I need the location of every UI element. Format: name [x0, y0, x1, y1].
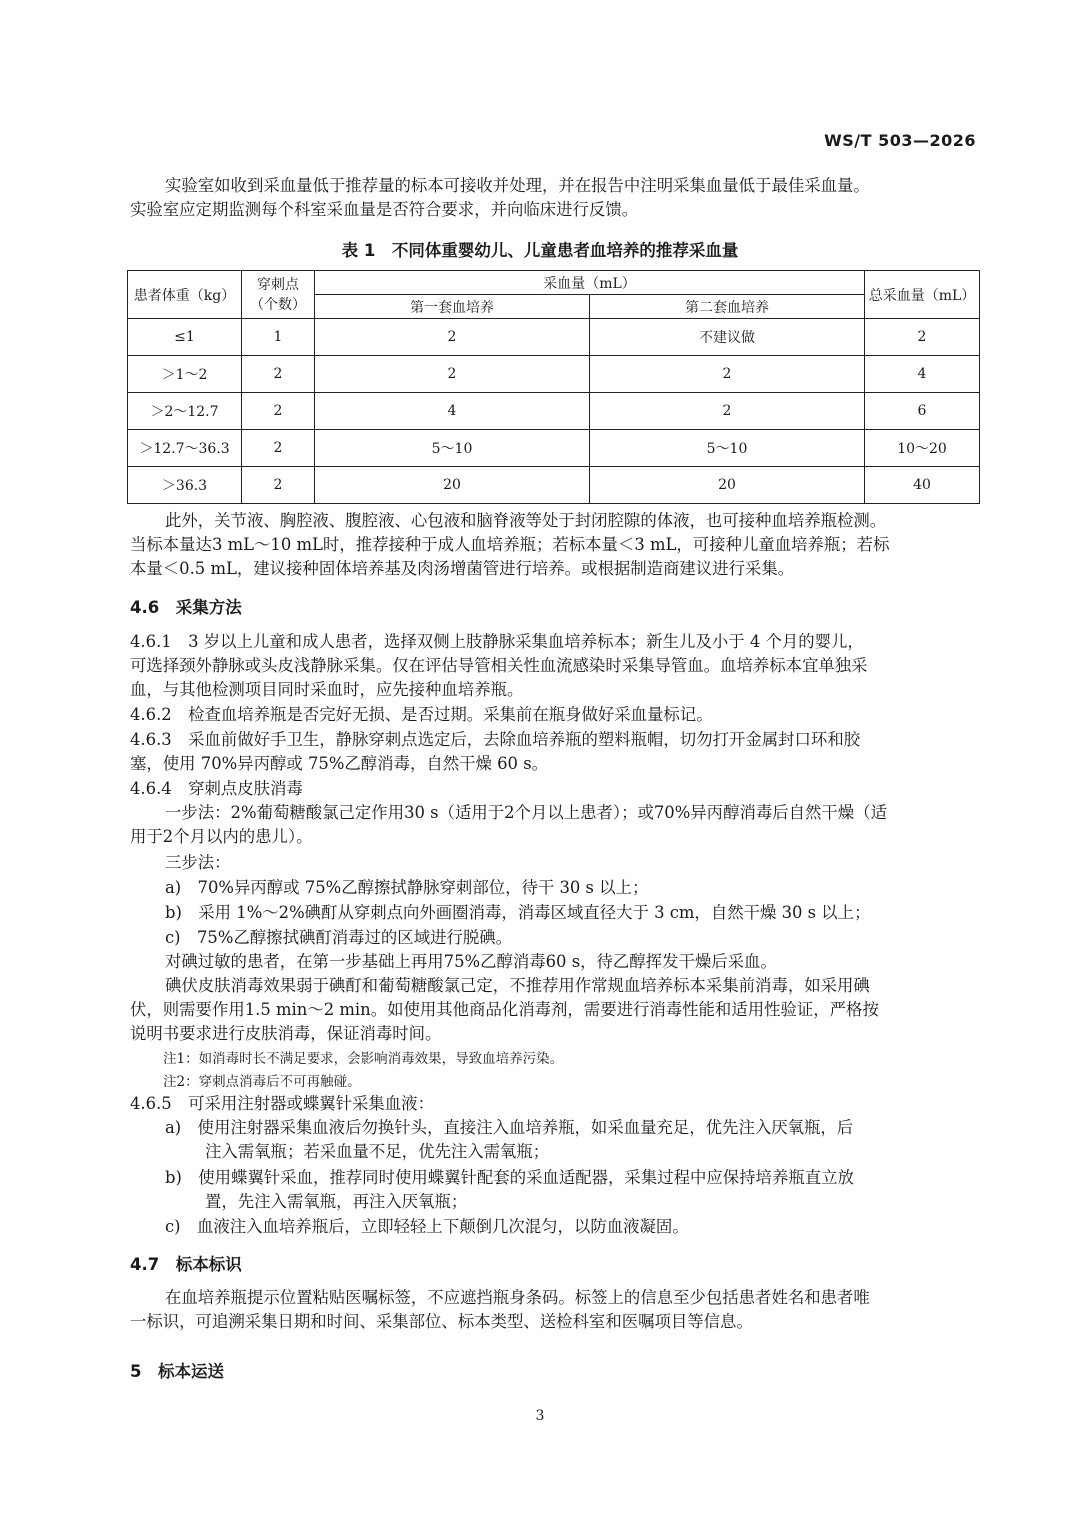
three-step-c: c) 75%乙醇擦拭碘酊消毒过的区域进行脱碘。	[165, 928, 513, 947]
one-step-line-2: 用于2个月以内的患儿）。	[130, 827, 313, 846]
cell-set1: 5～10	[315, 430, 590, 467]
header-weight: 患者体重（kg）	[128, 271, 242, 319]
table-row	[128, 356, 980, 393]
header-volume: 采血量（mL）	[315, 271, 865, 295]
cell-set2: 不建议做	[590, 319, 865, 356]
cell-set1: 2	[315, 319, 590, 356]
cell-total: 2	[865, 319, 980, 356]
clause-4-6-5-a-line-2: 注入需氧瓶；若采血量不足，优先注入需氧瓶；	[205, 1142, 550, 1161]
clause-4-6-4-title: 4.6.4 穿刺点皮肤消毒	[130, 779, 303, 798]
cell-set1: 2	[315, 356, 590, 393]
clause-4-6-1-line-3: 血，与其他检测项目同时采血时，应先接种血培养瓶。	[130, 680, 524, 699]
cell-set2: 5～10	[590, 430, 865, 467]
table-row	[128, 467, 980, 504]
cell-points: 1	[242, 319, 315, 356]
three-step-b: b) 采用 1%～2%碘酊从穿刺点向外画圈消毒，消毒区域直径大于 3 cm，自然干燥 30 s 以上；	[165, 903, 871, 922]
clause-4-6-3-line-2: 塞，使用 70%异丙醇或 75%乙醇消毒，自然干燥 60 s。	[130, 754, 548, 773]
standard-number: WS/T 503—2026	[824, 131, 976, 150]
cell-total: 4	[865, 356, 980, 393]
cell-set2: 20	[590, 467, 865, 504]
iodophor-line-3: 说明书要求进行皮肤消毒，保证消毒时间。	[130, 1024, 442, 1043]
clause-4-6-1-line-2: 可选择颈外静脉或头皮浅静脉采集。仅在评估导管相关性血流感染时采集导管血。血培养标本宜单独采	[130, 656, 868, 675]
header-set2: 第二套血培养	[590, 295, 865, 319]
iodine-allergy: 对碘过敏的患者，在第一步基础上再用75%乙醇消毒60 s，待乙醇挥发干燥后采血。	[165, 952, 777, 971]
section-title-5: 5 标本运送	[130, 1362, 224, 1381]
labeling-line-1: 在血培养瓶提示位置粘贴医嘱标签，不应遮挡瓶身条码。标签上的信息至少包括患者姓名和患者唯	[165, 1288, 870, 1307]
clause-4-6-2: 4.6.2 检查血培养瓶是否完好无损、是否过期。采集前在瓶身做好采血量标记。	[130, 705, 713, 724]
cell-total: 10～20	[865, 430, 980, 467]
cell-set2: 2	[590, 356, 865, 393]
clause-4-6-5-b-line-2: 置，先注入需氧瓶，再注入厌氧瓶；	[205, 1192, 468, 1211]
clause-4-6-5-title: 4.6.5 可采用注射器或蝶翼针采集血液：	[130, 1094, 434, 1113]
cell-weight: ＞2～12.7	[128, 393, 242, 430]
table-caption: 表 1 不同体重婴幼儿、儿童患者血培养的推荐采血量	[341, 241, 739, 260]
table-header-row-1	[128, 271, 980, 295]
cell-total: 40	[865, 467, 980, 504]
iodophor-line-2: 伏，则需要作用1.5 min～2 min。如使用其他商品化消毒剂，需要进行消毒性能和适用性验证，严格按	[130, 1000, 879, 1019]
intro-line-1: 实验室如收到采血量低于推荐量的标本可接收并处理，并在报告中注明采集血量低于最佳采血量。	[165, 176, 870, 195]
iodophor-line-1: 碘伏皮肤消毒效果弱于碘酊和葡萄糖酸氯己定，不推荐用作常规血培养标本采集前消毒，如采用碘	[165, 976, 870, 995]
clause-4-6-5-b-line-1: b) 使用蝶翼针采血，推荐同时使用蝶翼针配套的采血适配器，采集过程中应保持培养瓶直立放	[165, 1168, 854, 1187]
table-row	[128, 319, 980, 356]
cell-total: 6	[865, 393, 980, 430]
cell-set2: 2	[590, 393, 865, 430]
section-title-4-6: 4.6 采集方法	[130, 598, 242, 617]
fluid-line-3: 本量＜0.5 mL，建议接种固体培养基及肉汤增菌管进行培养。或根据制造商建议进行采集。	[130, 559, 795, 578]
clause-4-6-5-a-line-1: a) 使用注射器采集血液后勿换针头，直接注入血培养瓶，如采血量充足，优先注入厌氧瓶，后	[165, 1118, 854, 1137]
one-step-line-1: 一步法：2%葡萄糖酸氯己定作用30 s（适用于2个月以上患者）；或70%异丙醇消毒后自然干燥（适	[165, 803, 887, 822]
clause-4-6-3-line-1: 4.6.3 采血前做好手卫生，静脉穿刺点选定后，去除血培养瓶的塑料瓶帽，切勿打开金属封口环和胶	[130, 730, 861, 749]
header-puncture-line-1: 穿刺点	[257, 276, 299, 293]
cell-points: 2	[242, 393, 315, 430]
header-set1: 第一套血培养	[315, 295, 590, 319]
header-puncture-points	[242, 271, 315, 319]
header-total: 总采血量（mL）	[865, 271, 980, 319]
cell-weight: ≤1	[128, 319, 242, 356]
section-title-4-7: 4.7 标本标识	[130, 1255, 242, 1274]
page-number: 3	[535, 1408, 545, 1424]
cell-weight: ＞12.7～36.3	[128, 430, 242, 467]
intro-line-2: 实验室应定期监测每个科室采血量是否符合要求，并向临床进行反馈。	[130, 200, 639, 219]
cell-set1: 4	[315, 393, 590, 430]
three-step-a: a) 70%异丙醇或 75%乙醇擦拭静脉穿刺部位，待干 30 s 以上；	[165, 878, 649, 897]
cell-set1: 20	[315, 467, 590, 504]
cell-weight: ＞36.3	[128, 467, 242, 504]
fluid-line-1: 此外，关节液、胸腔液、腹腔液、心包液和脑脊液等处于封闭腔隙的体液，也可接种血培养瓶检测。	[165, 511, 887, 530]
table-row	[128, 430, 980, 467]
note-1: 注1：如消毒时长不满足要求，会影响消毒效果，导致血培养污染。	[163, 1051, 564, 1067]
blood-volume-table	[127, 270, 980, 504]
cell-points: 2	[242, 467, 315, 504]
fluid-line-2: 当标本量达3 mL～10 mL时，推荐接种于成人血培养瓶；若标本量＜3 mL，可接种儿童血培养瓶；若标	[130, 535, 890, 554]
header-puncture-line-2: （个数）	[250, 296, 306, 313]
clause-4-6-1-line-1: 4.6.1 3 岁以上儿童和成人患者，选择双侧上肢静脉采集血培养标本；新生儿及小于 4 个月的婴儿，	[130, 632, 864, 651]
clause-4-6-5-c: c) 血液注入血培养瓶后，立即轻轻上下颠倒几次混匀，以防血液凝固。	[165, 1217, 689, 1236]
table-row	[128, 393, 980, 430]
cell-weight: ＞1～2	[128, 356, 242, 393]
three-step-label: 三步法：	[165, 853, 231, 872]
cell-points: 2	[242, 356, 315, 393]
note-2: 注2：穿刺点消毒后不可再触碰。	[163, 1074, 361, 1090]
cell-points: 2	[242, 430, 315, 467]
labeling-line-2: 一标识，可追溯采集日期和时间、采集部位、标本类型、送检科室和医嘱项目等信息。	[130, 1312, 753, 1331]
